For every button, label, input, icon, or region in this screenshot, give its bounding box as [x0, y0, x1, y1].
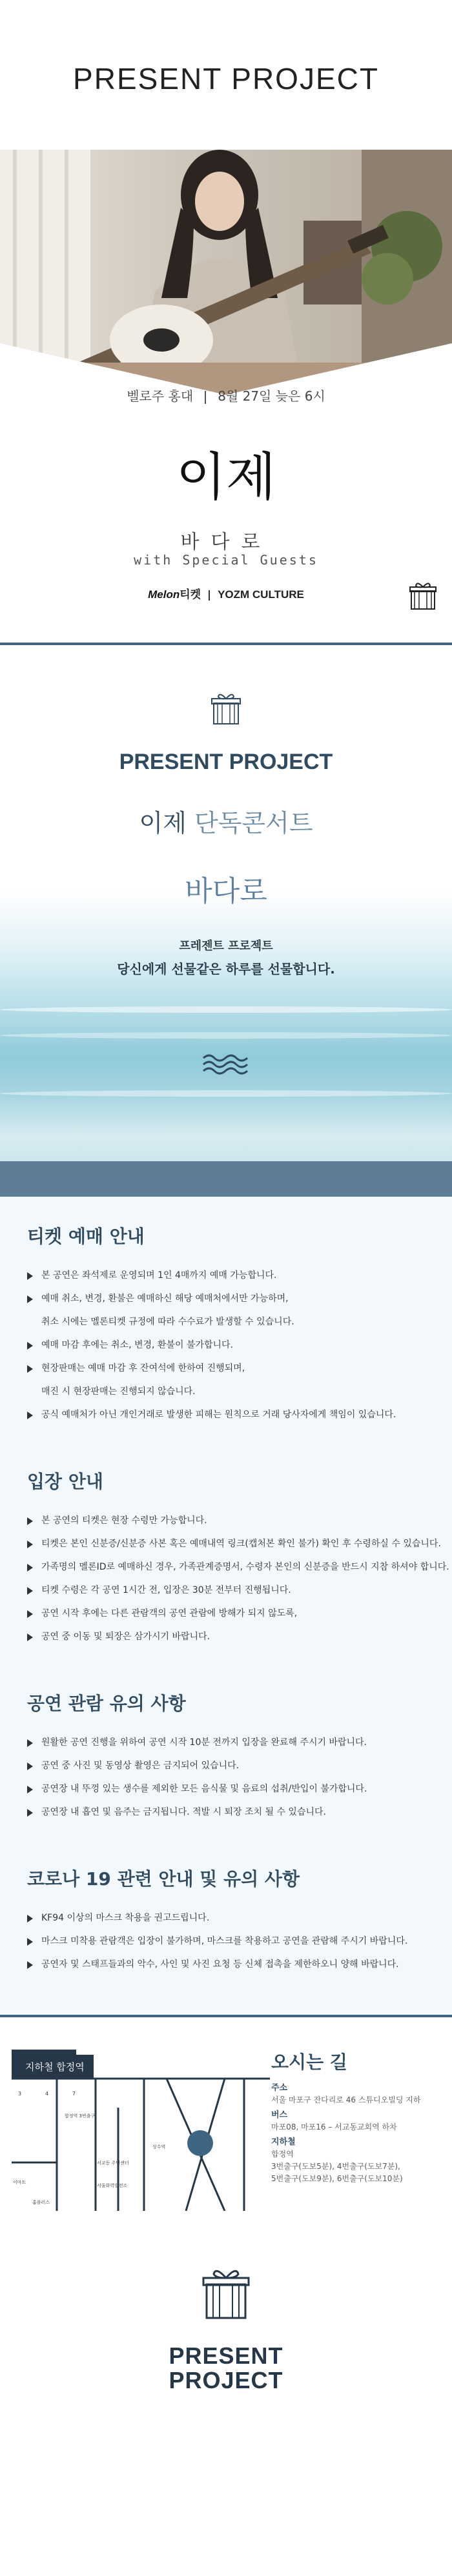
intro-artist: 이제	[139, 809, 187, 837]
triangle-bullet-icon	[27, 1412, 33, 1419]
notice-item	[27, 1380, 427, 1403]
triangle-bullet-icon	[27, 1809, 33, 1817]
map-landmark: 합정역 3번출구	[65, 2113, 96, 2119]
address-label: 주소	[271, 2083, 288, 2093]
notice-section	[27, 1223, 427, 1426]
triangle-bullet-icon	[27, 1739, 33, 1747]
hero-artist-name: 이제	[176, 447, 276, 507]
notice-item-text: 공연자 및 스태프들과의 악수, 사인 및 사진 요청 등 신체 접촉을 제한하오니 양해 바랍니다.	[41, 1959, 399, 1970]
intro-tagline: 당신에게 선물같은 하루를 선물합니다.	[117, 961, 335, 977]
notice-item-text: 공식 예매처가 아닌 개인거래로 발생한 피해는 원칙으로 거래 당사자에게 책임이 있습니다.	[41, 1410, 396, 1420]
notice-item	[27, 1555, 449, 1579]
notice-item-text: 공연 중 사진 및 동영상 촬영은 금지되어 있습니다.	[41, 1761, 240, 1771]
notice-item-text: 티켓 수령은 각 공연 1시간 전, 입장은 30분 전부터 진행됩니다.	[41, 1585, 291, 1595]
hero-brand-title: PRESENT PROJECT	[73, 62, 379, 95]
venue-name: 벨로주 홍대	[127, 388, 194, 404]
notice-item	[27, 1532, 441, 1555]
notice-item	[27, 1357, 427, 1380]
hero-guest-name: 바다로	[180, 531, 272, 554]
notice-section	[27, 1690, 427, 1824]
gift-icon	[200, 2266, 252, 2321]
section-gap	[0, 1824, 452, 1865]
triangle-bullet-icon	[27, 1915, 33, 1922]
subway-label: 지하철	[271, 2137, 296, 2147]
notice-section-title: 코로나 19 관련 안내 및 유의 사항	[27, 1868, 300, 1890]
map-exit-3: 3	[18, 2091, 22, 2097]
gift-icon	[210, 692, 242, 725]
notice-section-title: 티켓 예매 안내	[27, 1226, 145, 1247]
triangle-bullet-icon	[27, 1762, 33, 1770]
notice-item	[27, 1509, 427, 1532]
subway-block	[271, 2136, 403, 2185]
notice-section-title: 공연 관람 유의 사항	[27, 1693, 186, 1714]
triangle-bullet-icon	[27, 1342, 33, 1350]
subway-exits: 3번출구(도보5분), 4번출구(도보7분),	[271, 2162, 400, 2171]
notice-item-text: 마스크 미착용 관람객은 입장이 불가하며, 마스크를 착용하고 공연을 관람해 주시기 바랍니다.	[41, 1936, 408, 1946]
bus-block	[271, 2109, 397, 2133]
notice-item-text: 예매 취소, 변경, 환불은 예매하신 해당 예매처에서만 가능하며,	[41, 1293, 289, 1304]
sea-foam	[0, 1006, 452, 1013]
notice-item-text: 공연장 내 흡연 및 음주는 금지됩니다. 적발 시 퇴장 조치 될 수 있습니다.	[41, 1807, 326, 1817]
notice-item	[27, 1777, 427, 1801]
notice-item	[27, 1953, 427, 1976]
footer-logo	[0, 2344, 452, 2393]
notice-item-text: 취소 시에는 멜론티켓 규정에 따라 수수료가 발생할 수 있습니다.	[41, 1317, 294, 1327]
triangle-bullet-icon	[27, 1517, 33, 1525]
notice-item	[27, 1602, 427, 1625]
intro-concert-line	[0, 803, 452, 839]
sponsor-logos	[0, 585, 452, 601]
intro-label: 프레젠트 프로젝트	[179, 939, 273, 953]
intro-concert-label: 단독콘서트	[194, 809, 313, 837]
notice-item-text: KF94 이상의 마스크 착용을 권고드립니다.	[41, 1913, 210, 1923]
hero-venue-datetime	[0, 386, 452, 404]
melon-logo: Melon	[148, 588, 180, 601]
footer-logo-line: PROJECT	[169, 2367, 283, 2393]
wave-icon	[202, 1053, 250, 1076]
subway-station-tag: 지하철 합정역	[16, 2055, 94, 2079]
notice-item	[27, 1754, 427, 1777]
notice-item-text: 공연 시작 후에는 다른 관람객의 공연 관람에 방해가 되지 않도록,	[41, 1608, 298, 1619]
subway-exits: 5번출구(도보9분), 6번출구(도보10분)	[271, 2174, 403, 2183]
intro-title: PRESENT PROJECT	[119, 750, 333, 774]
notice-item-text: 현장판매는 예매 마감 후 잔여석에 한하여 진행되며,	[41, 1363, 245, 1373]
notice-list	[27, 1906, 427, 1976]
hero-special-guests: with Special Guests	[134, 552, 318, 568]
notice-item	[27, 1264, 427, 1287]
map-exit-7: 7	[72, 2091, 76, 2097]
notice-item	[27, 1731, 427, 1754]
intro-section	[0, 645, 452, 1161]
venue-marker-label: 벨로주 홍대	[187, 2109, 214, 2115]
triangle-bullet-icon	[27, 1272, 33, 1280]
section-band	[0, 1161, 452, 1197]
triangle-bullet-icon	[27, 1564, 33, 1572]
hero-artist-photo	[0, 150, 452, 395]
map-landmark: 서울화력발전소	[97, 2183, 128, 2188]
notice-item-text: 원활한 공연 진행을 위하여 공연 시작 10분 전까지 입장을 완료해 주시기 바랍니다.	[41, 1737, 367, 1748]
location-divider	[0, 2015, 452, 2017]
notice-section-title: 입장 안내	[27, 1471, 103, 1492]
bus-text: 마포08, 마포16 – 서교동교회역 하차	[271, 2122, 397, 2132]
notice-item	[27, 1930, 427, 1953]
notice-item	[27, 1801, 427, 1824]
notice-item-text: 본 공연은 좌석제로 운영되며 1인 4매까지 예매 가능합니다.	[41, 1270, 277, 1281]
triangle-bullet-icon	[27, 1633, 33, 1641]
address-block	[271, 2082, 420, 2106]
notice-item-text: 티켓은 본인 신분증/신분증 사본 혹은 예매내역 링크(캡처본 확인 불가) 확인 후 수령하실 수 있습니다.	[41, 1539, 441, 1549]
notice-item	[27, 1403, 427, 1426]
notice-list	[27, 1731, 427, 1824]
notice-item	[27, 1287, 427, 1310]
notice-item	[27, 1625, 427, 1648]
notice-item-text: 매진 시 현장판매는 진행되지 않습니다.	[41, 1386, 196, 1397]
triangle-bullet-icon	[27, 1961, 33, 1969]
map-landmark: 서교동 주민센터	[97, 2161, 129, 2166]
triangle-bullet-icon	[27, 1786, 33, 1793]
notice-list	[27, 1509, 449, 1648]
notice-item-text: 예매 마감 후에는 취소, 변경, 환불이 불가합니다.	[41, 1340, 234, 1350]
subway-station: 합정역	[271, 2150, 294, 2159]
location-title: 오시는 길	[271, 2052, 347, 2073]
venue-separator	[205, 391, 206, 404]
sea-foam	[0, 1032, 452, 1039]
melon-ticket-label: 티켓	[180, 588, 201, 601]
notice-section	[27, 1468, 449, 1648]
section-gap	[0, 1648, 452, 1690]
triangle-bullet-icon	[27, 1541, 33, 1548]
gift-icon	[408, 581, 438, 610]
notice-item	[27, 1579, 427, 1602]
location-section	[0, 2015, 452, 2576]
bus-label: 버스	[271, 2110, 288, 2120]
footer-logo-line: PRESENT	[169, 2342, 283, 2369]
triangle-bullet-icon	[27, 1938, 33, 1946]
notice-item-text: 공연장 내 뚜껑 있는 생수를 제외한 모든 음식물 및 음료의 섭취/반입이 불가합니다.	[41, 1784, 367, 1794]
event-datetime: 8월 27일 늦은 6시	[218, 388, 325, 404]
notice-section	[27, 1865, 427, 1976]
sea-foam	[0, 1090, 452, 1097]
yozm-culture-logo: YOZM CULTURE	[218, 588, 304, 601]
triangle-bullet-icon	[27, 1610, 33, 1618]
hero-poster	[0, 0, 452, 645]
triangle-bullet-icon	[27, 1587, 33, 1595]
triangle-bullet-icon	[27, 1295, 33, 1303]
map-exit-4: 4	[45, 2091, 49, 2097]
notice-item	[27, 1310, 427, 1333]
notice-item-text: 본 공연의 티켓은 현장 수령만 가능합니다.	[41, 1515, 207, 1526]
notice-item	[27, 1333, 427, 1357]
intro-guest: 바다로	[185, 875, 267, 908]
address-text: 서울 마포구 잔다리로 46 스튜디오빌딩 지하	[271, 2095, 421, 2104]
sponsor-divider	[209, 590, 210, 601]
section-gap	[0, 1426, 452, 1468]
notice-item-text: 가족명의 멜론ID로 예매하신 경우, 가족관계증명서, 수령자 본인의 신분증을 반드시 지참 하셔야 합니다.	[41, 1562, 449, 1572]
notice-sections	[0, 1197, 452, 2015]
map-landmark: 이마트	[13, 2180, 26, 2185]
notice-item	[27, 1906, 427, 1930]
notice-item-text: 공연 중 이동 및 퇴장은 삼가시기 바랍니다.	[41, 1632, 211, 1642]
map-landmark: 상수역	[152, 2144, 166, 2150]
notice-list	[27, 1264, 427, 1426]
triangle-bullet-icon	[27, 1365, 33, 1373]
map-landmark: 홈플러스	[32, 2200, 50, 2205]
